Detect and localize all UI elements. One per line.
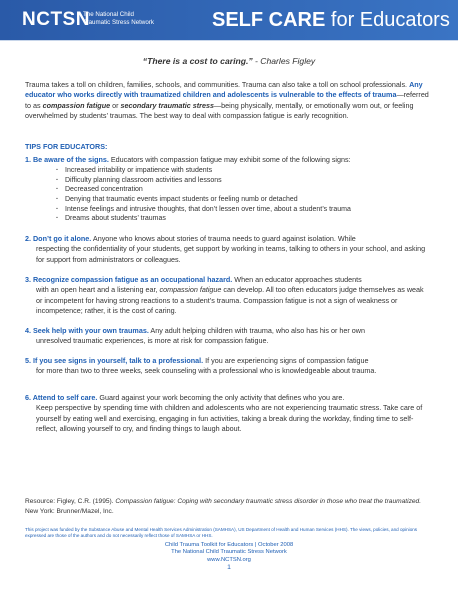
sign-item: · Intense feelings and intrusive thoughts, that don’t lessen over time, about a student’s trauma	[65, 205, 430, 215]
tip-body: unresolved traumatic experiences, is more at risk for compassion fatigue.	[36, 336, 269, 346]
tip-lead: 2. Don’t go it alone.	[25, 234, 92, 243]
logo-subtitle-line: The National Child	[83, 11, 134, 18]
tip-text: Educators with compassion fatigue may exhibit some of the following signs:	[108, 155, 351, 164]
resource-citation	[25, 497, 430, 516]
logo-subtitle-line: Traumatic Stress Network	[83, 18, 154, 26]
quote-author: - Charles Figley	[252, 56, 316, 66]
sign-item: · Denying that traumatic events impact students or feeling numb or detached	[65, 195, 430, 205]
tip-3	[25, 275, 430, 316]
tip-text: When an educator approaches students	[232, 275, 362, 284]
funding-notice: This project was funded by the Substance Abuse and Mental Health Services Administration (SAMHSA), US Department of Health and Human Services (HHS). The views, policies, and opinions expressed are those of the authors and do not necessarily reflect those of SAMHSA or HHS.	[25, 527, 418, 539]
page-number: 1	[227, 564, 231, 572]
intro-text: or	[110, 100, 121, 110]
tip-body: respecting the confidentiality of your students, get support by working in teams, talking to others in your school, and asking for support from administrators or colleagues.	[36, 244, 426, 264]
header-banner	[0, 0, 458, 41]
resource-prefix: Resource: Figley, C.R. (1995).	[25, 498, 116, 505]
tip-emphasis: compassion fatigue	[159, 285, 222, 295]
intro-term: compassion fatigue	[42, 100, 111, 110]
sign-item: · Difficulty planning classroom activities and lessons	[65, 176, 430, 186]
signs-list	[25, 166, 430, 224]
tip-6	[25, 393, 430, 434]
intro-term: secondary traumatic stress	[120, 100, 214, 110]
intro-highlight: Any educator who works directly with traumatized children and adolescents is vulnerable to the effects of trauma	[25, 80, 423, 100]
tip-1	[25, 155, 430, 224]
nctsn-logo: NCTSN	[22, 9, 90, 30]
title-rest: for Educators	[325, 9, 450, 31]
sign-item: · Increased irritability or impatience with students	[65, 166, 430, 176]
tip-text: can develop. All too often educators judge themselves as weak or incompetent for having strong reactions to a student’s trauma. Compassion fatigue is not a sign of weakness or incompetence; rather, it is the cost of caring.	[36, 285, 424, 315]
resource-suffix: New York: Brunner/Mazel, Inc.	[25, 507, 114, 515]
tip-text: If you are experiencing signs of compassion fatigue	[203, 356, 369, 365]
tip-text: with an open heart and a listening ear,	[36, 285, 160, 295]
intro-paragraph	[25, 80, 433, 122]
tip-lead: 4. Seek help with your own traumas.	[25, 326, 149, 335]
intro-text: Trauma takes a toll on children, families, schools, and communities. Trauma can also take a toll on school professionals.	[25, 80, 410, 89]
intro-text: —being physically, mentally, or emotionally worn out, or feeling overwhelmed by students’ traumas. The best way to deal with compassion fatigue is early recognition.	[25, 100, 414, 121]
tip-text: Any adult helping children with trauma, who also has his or her own	[148, 326, 365, 335]
tip-body: Keep perspective by spending time with children and adolescents who are not experiencing traumatic stress. Take care of yourself by eating well and exercising, engaging in fun activities, taking a break during the workday, finding time to self-reflect, allowing yourself to cry, and finding things to laugh about.	[36, 403, 423, 433]
title-bold: SELF CARE	[212, 9, 326, 31]
tip-lead: 1. Be aware of the signs.	[25, 155, 109, 164]
tip-lead: 6. Attend to self care.	[25, 393, 98, 402]
resource-title: Compassion fatigue: Coping with secondary traumatic stress disorder in those who treat the traumatized.	[115, 498, 422, 505]
tips-heading: TIPS FOR EDUCATORS:	[25, 142, 108, 151]
page-footer	[0, 542, 458, 572]
quote-text: “There is a cost to caring.”	[142, 56, 253, 66]
tip-2	[25, 234, 430, 265]
tip-lead: 5. If you see signs in yourself, talk to a professional.	[25, 356, 204, 365]
footer-line: Child Trauma Toolkit for Educators | October 2008	[164, 542, 294, 548]
tip-lead: 3. Recognize compassion fatigue as an occupational hazard.	[25, 275, 233, 284]
sign-item: · Dreams about students’ traumas	[65, 214, 430, 224]
footer-url: www.NCTSN.org	[207, 556, 251, 563]
tip-body: for more than two to three weeks, seek counseling with a professional who is knowledgeable about trauma.	[36, 366, 377, 376]
tip-text: Anyone who knows about stories of trauma needs to guard against isolation. While	[91, 234, 356, 243]
sign-item: · Decreased concentration	[65, 185, 430, 195]
tip-4	[25, 326, 430, 347]
tip-5	[25, 356, 430, 377]
quote	[25, 56, 433, 66]
tip-body	[25, 285, 430, 316]
page-title	[212, 8, 450, 32]
logo-subtitle	[83, 11, 163, 26]
intro-text: —referred to as	[25, 90, 429, 110]
tip-text: Guard against your work becoming the only activity that defines who you are.	[97, 393, 345, 402]
footer-line: The National Child Traumatic Stress Network	[171, 549, 287, 556]
